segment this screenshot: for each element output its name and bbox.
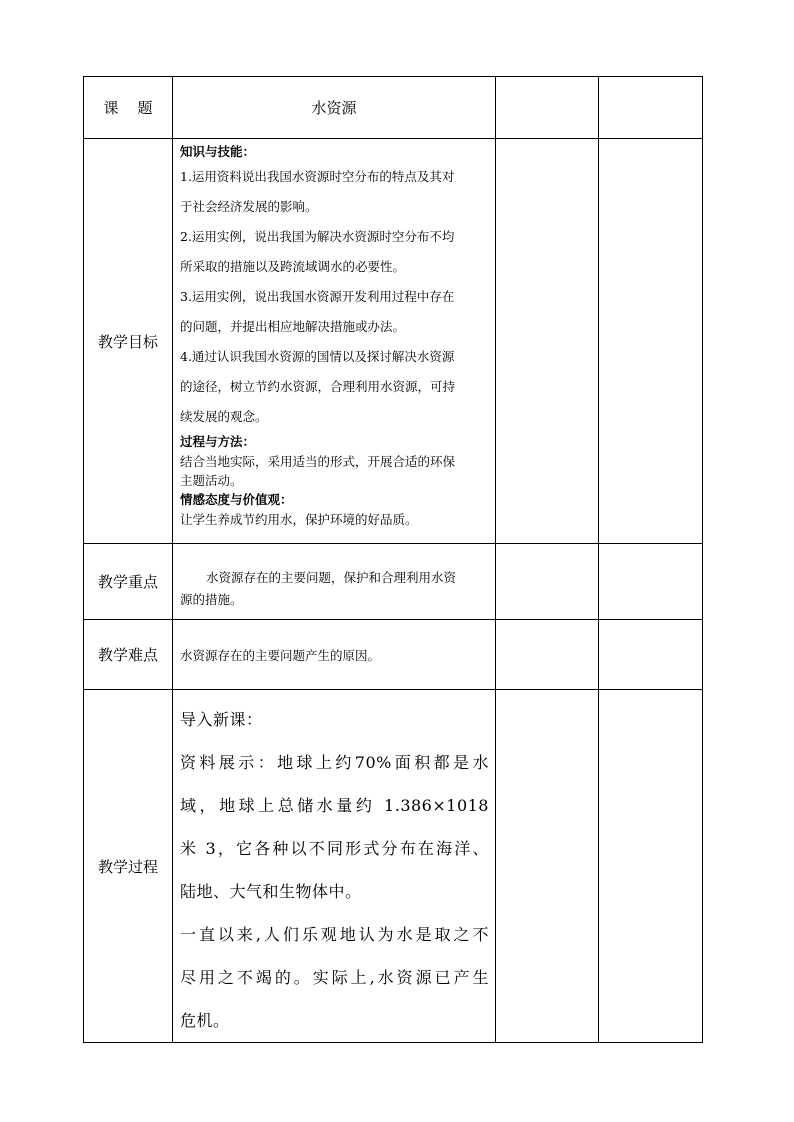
empty-cell	[496, 690, 599, 1043]
knowledge-line: 于社会经济发展的影响。	[180, 199, 318, 214]
row-topic	[84, 77, 703, 139]
row-key-points	[84, 544, 703, 620]
topic-value: 水资源	[311, 99, 357, 117]
process-line: 域，地球上总储水量约 1.386×1018	[180, 796, 489, 815]
key-points-line: 源的措施。	[180, 591, 243, 607]
process-line: 一直以来,人们乐观地认为水是取之不	[180, 925, 489, 944]
process-line: 危机。	[180, 1011, 230, 1030]
goals-label: 教学目标	[97, 332, 158, 351]
goals-content-cell	[173, 139, 496, 544]
process-label: 教学过程	[97, 857, 158, 876]
knowledge-heading: 知识与技能：	[180, 144, 256, 159]
empty-cell	[496, 544, 599, 620]
process-label-cell	[84, 690, 173, 1043]
difficulties-label: 教学难点	[97, 646, 158, 664]
row-goals	[84, 139, 703, 544]
process-line: 尽用之不竭的。实际上,水资源已产生	[180, 968, 489, 987]
topic-label: 课 题	[103, 99, 153, 117]
attitude-line: 让学生养成节约用水，保护环境的好品质。	[180, 512, 418, 527]
process-content-cell	[173, 690, 496, 1043]
process-line: 陆地、大气和生物体中。	[180, 882, 362, 901]
attitude-heading: 情感态度与价值观：	[180, 492, 293, 507]
key-points-label: 教学重点	[97, 573, 158, 591]
row-process	[84, 690, 703, 1043]
empty-cell	[599, 77, 703, 139]
difficulties-text: 水资源存在的主要问题产生的原因。	[180, 647, 381, 663]
topic-value-cell	[173, 77, 496, 139]
empty-cell	[496, 139, 599, 544]
empty-cell	[599, 139, 703, 544]
knowledge-line: 续发展的观念。	[180, 409, 268, 424]
process-method-line: 结合当地实际，采用适当的形式，开展合适的环保	[180, 454, 456, 469]
key-points-line	[180, 567, 489, 589]
empty-cell	[496, 77, 599, 139]
knowledge-line: 2.运用实例，说出我国为解决水资源时空分布不均	[180, 229, 455, 244]
empty-cell	[599, 690, 703, 1043]
empty-cell	[599, 620, 703, 690]
empty-cell	[599, 544, 703, 620]
knowledge-line: 的问题，并提出相应地解决措施或办法。	[180, 319, 406, 334]
lesson-plan-table	[83, 76, 703, 1043]
knowledge-line: 4.通过认识我国水资源的国情以及探讨解决水资源	[180, 349, 455, 364]
knowledge-line: 的途径，树立节约水资源，合理利用水资源，可持	[180, 379, 456, 394]
knowledge-line: 所采取的措施以及跨流域调水的必要性。	[180, 259, 406, 274]
process-line: 导入新课：	[180, 710, 263, 729]
difficulties-label-cell	[84, 620, 173, 690]
knowledge-line: 1.运用资料说出我国水资源时空分布的特点及其对	[180, 169, 455, 184]
empty-cell	[496, 620, 599, 690]
row-difficulties	[84, 620, 703, 690]
process-line: 米 3，它各种以不同形式分布在海洋、	[180, 839, 489, 858]
knowledge-line: 3.运用实例，说出我国水资源开发利用过程中存在	[180, 289, 455, 304]
process-method-line: 主题活动。	[180, 473, 243, 488]
key-points-content-cell	[173, 544, 496, 620]
process-method-heading: 过程与方法：	[180, 434, 256, 449]
difficulties-content-cell	[173, 620, 496, 690]
topic-label-cell	[84, 77, 173, 139]
goals-label-cell	[84, 139, 173, 544]
process-line: 资料展示：地球上约70%面积都是水	[180, 753, 489, 772]
key-points-label-cell	[84, 544, 173, 620]
key-points-text: 水资源存在的主要问题，保护和合理利用水资	[206, 569, 457, 585]
